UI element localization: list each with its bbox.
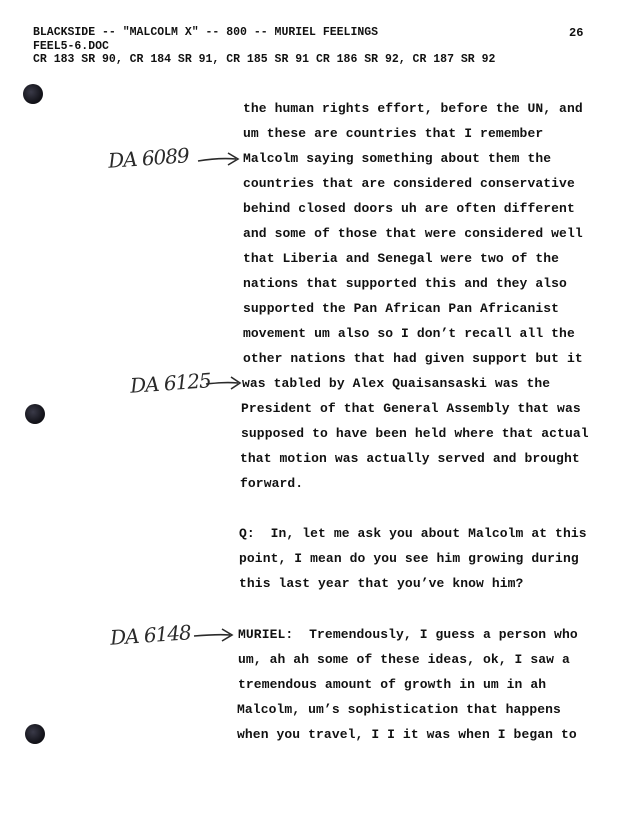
transcript-line: supposed to have been held where that actual xyxy=(241,426,589,441)
question-line: point, I mean do you see him growing during xyxy=(239,551,579,566)
page-number: 26 xyxy=(569,26,584,40)
transcript-line: other nations that had given support but it xyxy=(243,351,583,366)
transcript-line: Malcolm saying something about them the xyxy=(243,151,552,166)
arrow-right-icon xyxy=(192,626,238,644)
margin-note-6148: DA 6148 xyxy=(109,620,192,650)
transcript-line: forward. xyxy=(240,476,304,491)
question-line: this last year that you’ve know him? xyxy=(239,576,524,591)
arrow-right-icon xyxy=(204,374,244,392)
header-reel-line: CR 183 SR 90, CR 184 SR 91, CR 185 SR 91 CR 186 SR 92, CR 187 SR 92 xyxy=(33,53,496,66)
binder-hole-middle xyxy=(25,404,45,424)
answer-line: Malcolm, um’s sophistication that happens xyxy=(237,702,561,717)
answer-text: Tremendously, I guess a person who xyxy=(293,627,578,642)
answer-line: when you travel, I I it was when I began to xyxy=(237,727,577,742)
arrow-right-icon xyxy=(196,150,242,168)
transcript-line: countries that are considered conservative xyxy=(243,176,575,191)
binder-hole-bottom xyxy=(25,724,45,744)
transcript-line: that motion was actually served and brought xyxy=(240,451,580,466)
answer-line: tremendous amount of growth in um in ah xyxy=(238,677,547,692)
transcript-line: the human rights effort, before the UN, and xyxy=(243,101,583,116)
transcript-line: was tabled by Alex Quaisansaski was the xyxy=(242,376,551,391)
transcript-line: and some of those that were considered well xyxy=(243,226,583,241)
margin-note-6125: DA 6125 xyxy=(129,368,212,398)
header-title-line: BLACKSIDE -- "MALCOLM X" -- 800 -- MURIEL FEELINGS xyxy=(33,26,379,39)
transcript-line: President of that General Assembly that was xyxy=(241,401,581,416)
header-filename-line: FEEL5-6.DOC xyxy=(33,39,109,53)
document-header xyxy=(33,26,495,67)
speaker-label: MURIEL: xyxy=(238,627,294,642)
transcript-line: behind closed doors uh are often different xyxy=(243,201,575,216)
question-line: Q: In, let me ask you about Malcolm at this xyxy=(239,526,587,541)
transcript-line: nations that supported this and they also xyxy=(243,276,567,291)
answer-line: um, ah ah some of these ideas, ok, I saw a xyxy=(238,652,570,667)
transcript-line: um these are countries that I remember xyxy=(243,126,544,141)
margin-note-6089: DA 6089 xyxy=(107,143,190,173)
transcript-line: that Liberia and Senegal were two of the xyxy=(243,251,560,266)
binder-hole-top xyxy=(23,84,43,104)
transcript-line: movement um also so I don’t recall all the xyxy=(243,326,575,341)
transcript-line: supported the Pan African Pan Africanist xyxy=(243,301,560,316)
answer-first-line xyxy=(238,627,578,642)
